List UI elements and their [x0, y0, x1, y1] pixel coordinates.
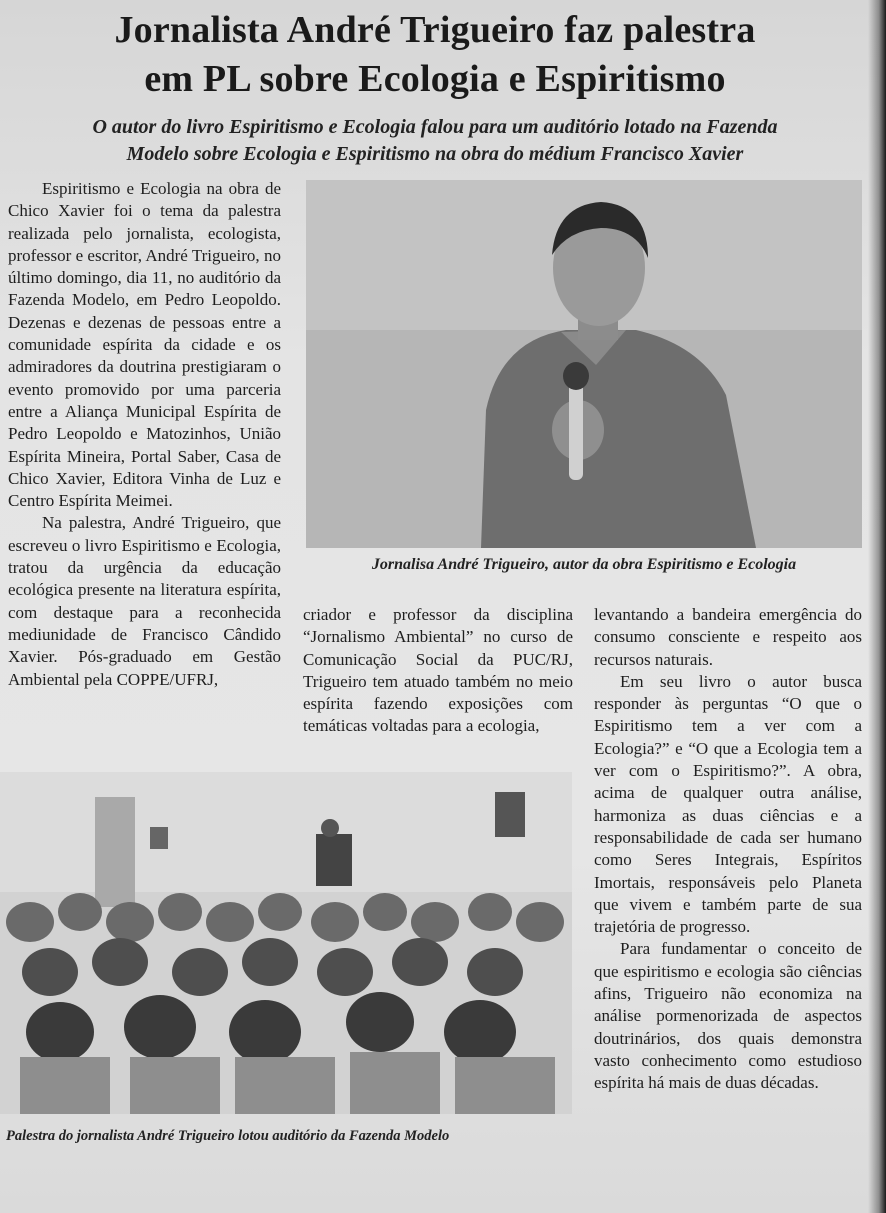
speaker-photo: [306, 180, 862, 548]
page-edge-shadow: [868, 0, 886, 1213]
subheadline-line-2: Modelo sobre Ecologia e Espiritismo na obra do médium Francisco Xavier: [126, 143, 744, 165]
paragraph-3: criador e professor da disciplina “Jornalismo Ambiental” no curso de Comunicação Social da PUC/RJ, Trigueiro tem atuado também no meio espírita fazendo exposições com temáticas voltadas para a ecologia,: [303, 605, 573, 736]
paragraph-6: Para fundamentar o conceito de que espiritismo e ecologia são ciências afins, Trigueiro não economiza na análise pormenorizada de aspectos doutrinários, dos quais demonstra vasto conhecimento como estudioso espírita há mais de duas décadas.: [594, 939, 862, 1093]
speaker-photo-illustration: [306, 180, 862, 548]
article-column-3: [594, 604, 862, 1095]
subheadline: [20, 114, 850, 168]
article-column-1: [8, 178, 281, 691]
paragraph-5: Em seu livro o autor busca responder às perguntas “O que o Espiritismo tem a ver com a Ecologia?” e “O que a Ecologia tem a ver com o Espiritismo?”. A obra, acima de qualquer outra análise, harmoniza as duas ciências e a responsabilidade de cada ser humano como Seres Integrais, Espíritos Imortais, responsáveis pelo Planeta que vivem e também parte de sua trajetória de progresso.: [594, 671, 862, 937]
headline: [20, 6, 850, 104]
audience-photo-caption: Palestra do jornalista André Trigueiro lotou auditório da Fazenda Modelo: [6, 1128, 450, 1144]
subheadline-line-1: O autor do livro Espiritismo e Ecologia falou para um auditório lotado na Fazenda: [92, 116, 778, 138]
paragraph-4: levantando a bandeira emergência do consumo consciente e respeito aos recursos naturais.: [594, 605, 862, 669]
audience-photo: [0, 772, 572, 1114]
paragraph-1: Espiritismo e Ecologia na obra de Chico Xavier foi o tema da palestra realizada pelo jornalista, ecologista, professor e escritor, André Trigueiro, no último domingo, dia 11, no auditório da Fazenda Modelo, em Pedro Leopoldo. Dezenas e dezenas de pessoas entre a comunidade espírita da cidade e os admiradores da doutrina prestigiaram o evento promovido por uma parceria entre a Aliança Municipal Espírita de Pedro Leopoldo e Matozinhos, União Espírita Mineira, Portal Saber, Casa de Chico Xavier, Editora Vinha de Luz e Centro Espírita Meimei.: [8, 179, 281, 511]
audience-photo-illustration: [0, 772, 572, 1114]
paragraph-2: Na palestra, André Trigueiro, que escreveu o livro Espiritismo e Ecologia, tratou da urgência da educação ecológica presente na literatura espírita, com destaque para a reconhecida mediunidade de Francisco Cândido Xavier. Pós-graduado em Gestão Ambiental pela COPPE/UFRJ,: [8, 513, 281, 689]
speaker-photo-caption: Jornalisa André Trigueiro, autor da obra Espiritismo e Ecologia: [371, 556, 797, 573]
article-column-2: [303, 604, 573, 738]
headline-line-1: Jornalista André Trigueiro faz palestra: [114, 9, 756, 51]
headline-line-2: em PL sobre Ecologia e Espiritismo: [144, 58, 726, 100]
